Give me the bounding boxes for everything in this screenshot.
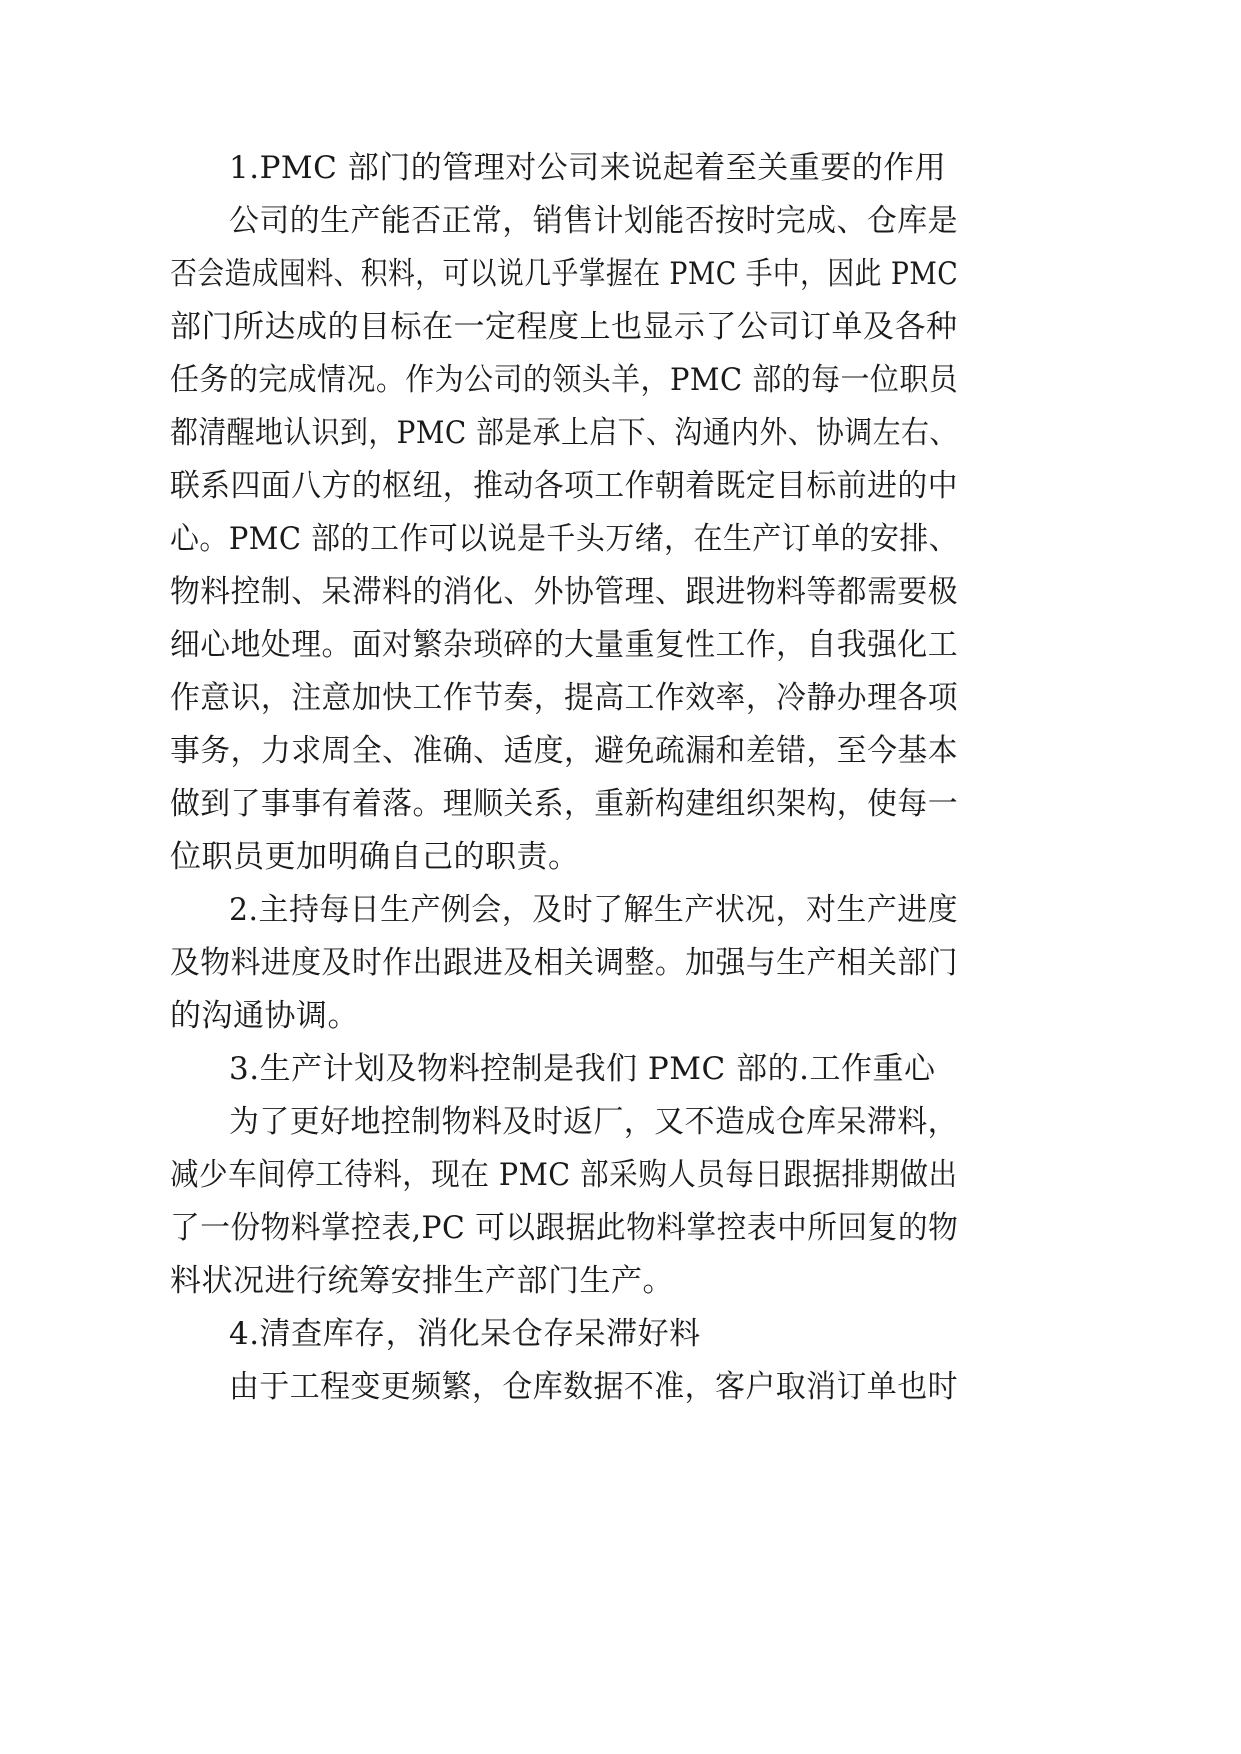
paragraph-line: 公司的生产能否正常，销售计划能否按时完成、仓库是 (229, 203, 958, 239)
paragraph-line: 物料控制、呆滞料的消化、外协管理、跟进物料等都需要极 (170, 574, 958, 610)
paragraph-line: 做到了事事有着落。理顺关系，重新构建组织架构，使每一 (170, 786, 958, 822)
heading-4: 4.清查库存，消化呆仓存呆滞好料 (229, 1316, 701, 1352)
paragraph-line: 由于工程变更频繁，仓库数据不准，客户取消订单也时 (229, 1369, 958, 1405)
paragraph-line: 否会造成囤料、积料，可以说几乎掌握在 PMC 手中，因此 PMC (170, 256, 959, 292)
paragraph-line: 联系四面八方的枢纽，推动各项工作朝着既定目标前进的中 (170, 468, 958, 504)
paragraph-line: 减少车间停工待料，现在 PMC 部采购人员每日跟据排期做出 (170, 1157, 958, 1193)
heading-2: 2.主持每日生产例会，及时了解生产状况，对生产进度 (229, 892, 959, 928)
paragraph-line: 部门所达成的目标在一定程度上也显示了公司订单及各种 (170, 309, 958, 345)
paragraph-line: 事务，力求周全、准确、适度，避免疏漏和差错，至今基本 (170, 733, 958, 769)
heading-3: 3.生产计划及物料控制是我们 PMC 部的.工作重心 (229, 1051, 936, 1087)
paragraph-line: 了一份物料掌控表,PC 可以跟据此物料掌控表中所回复的物 (170, 1210, 959, 1246)
paragraph-line: 及物料进度及时作出跟进及相关调整。加强与生产相关部门 (170, 945, 958, 981)
paragraph-line: 任务的完成情况。作为公司的领头羊，PMC 部的每一位职员 (170, 362, 959, 398)
heading-1: 1.PMC 部门的管理对公司来说起着至关重要的作用 (229, 150, 947, 186)
paragraph-line: 的沟通协调。 (170, 998, 359, 1034)
paragraph-line: 为了更好地控制物料及时返厂，又不造成仓库呆滞料， (229, 1104, 958, 1140)
paragraph-line: 料状况进行统筹安排生产部门生产。 (170, 1263, 674, 1299)
paragraph-line: 心。PMC 部的工作可以说是千头万绪，在生产订单的安排、 (170, 521, 959, 557)
paragraph-line: 都清醒地认识到，PMC 部是承上启下、沟通内外、协调左右、 (170, 415, 958, 451)
paragraph-line: 作意识，注意加快工作节奏，提高工作效率，冷静办理各项 (170, 680, 958, 716)
paragraph-line: 位职员更加明确自己的职责。 (170, 839, 580, 875)
paragraph-line: 细心地处理。面对繁杂琐碎的大量重复性工作，自我强化工 (170, 627, 958, 663)
